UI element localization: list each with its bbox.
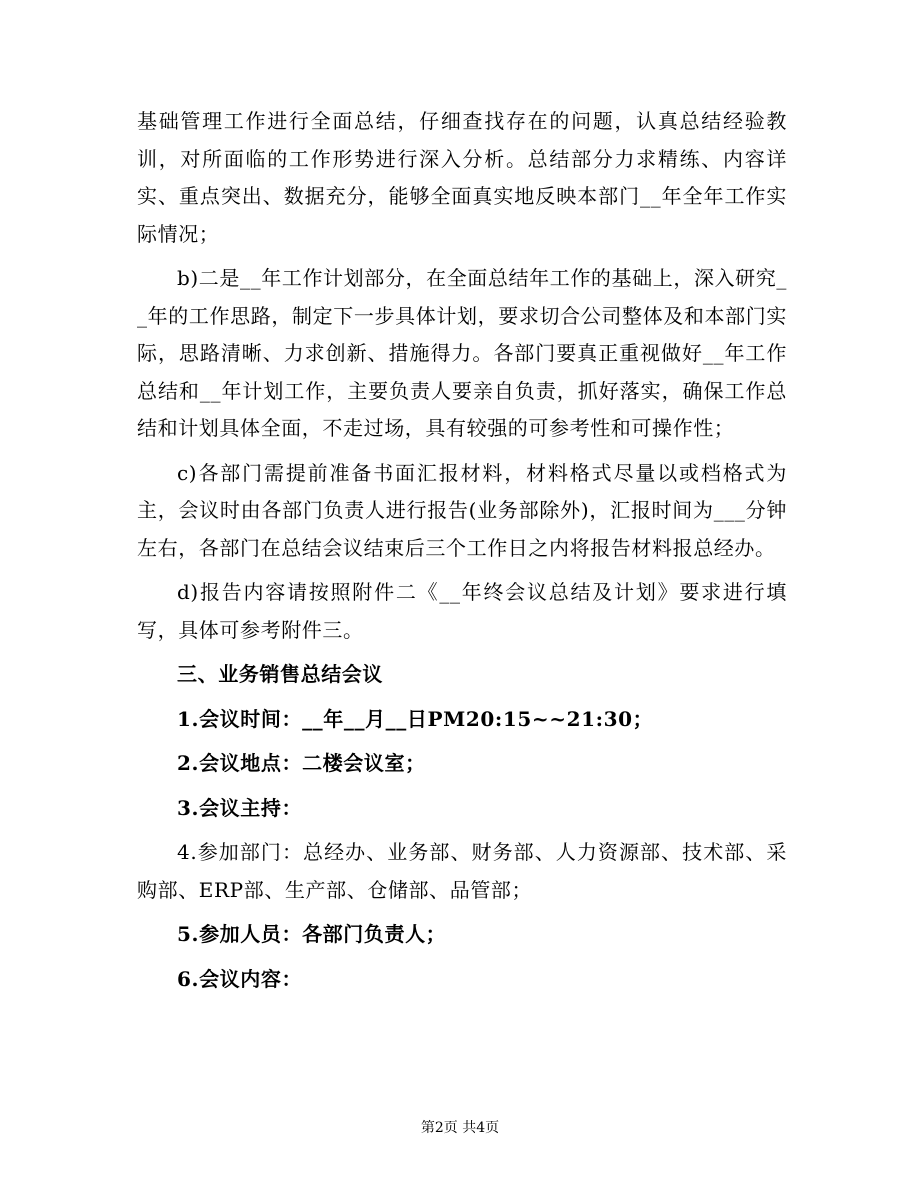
document-body xyxy=(137,103,787,998)
section-heading-3: 三、业务销售总结会议 xyxy=(177,662,383,686)
participants: 5.参加人员：各部门负责人； xyxy=(177,922,447,946)
meeting-time: 1.会议时间：__年__月__日PM20:15~~21:30； xyxy=(177,706,654,731)
meeting-content: 6.会议内容： xyxy=(177,966,303,991)
paragraph-summary-continued: 基础管理工作进行全面总结，仔细查找存在的问题，认真总结经验教训，对所面临的工作形势进行深入分析。总结部分力求精练、内容详实、重点突出、数据充分，能够全面真实地反映本部门__年全年工作实际情况； xyxy=(137,109,787,246)
paragraph-d: d)报告内容请按照附件二《__年终会议总结及计划》要求进行填写，具体可参考附件三。 xyxy=(137,580,787,642)
paragraph-b: b)二是__年工作计划部分，在全面总结年工作的基础上，深入研究__年的工作思路，制定下一步具体计划，要求切合公司整体及和本部门实际，思路清晰、力求创新、措施得力。各部门要真正重视做好__年工作总结和__年计划工作，主要负责人要亲自负责，抓好落实，确保工作总结和计划具体全面，不走过场，具有较强的可参考性和可操作性； xyxy=(137,266,787,440)
paragraph-c: c)各部门需提前准备书面汇报材料，材料格式尽量以或档格式为主，会议时由各部门负责人进行报告(业务部除外)，汇报时间为___分钟左右，各部门在总结会议结束后三个工作日之内将报告材料报总经办。 xyxy=(137,460,787,560)
participating-departments: 4.参加部门：总经办、业务部、财务部、人力资源部、技术部、采购部、ERP部、生产部、仓储部、品管部； xyxy=(137,840,787,902)
meeting-host: 3.会议主持： xyxy=(177,795,303,820)
page-number-footer: 第2页 共4页 xyxy=(420,1120,500,1136)
meeting-location: 2.会议地点：二楼会议室； xyxy=(177,751,426,775)
